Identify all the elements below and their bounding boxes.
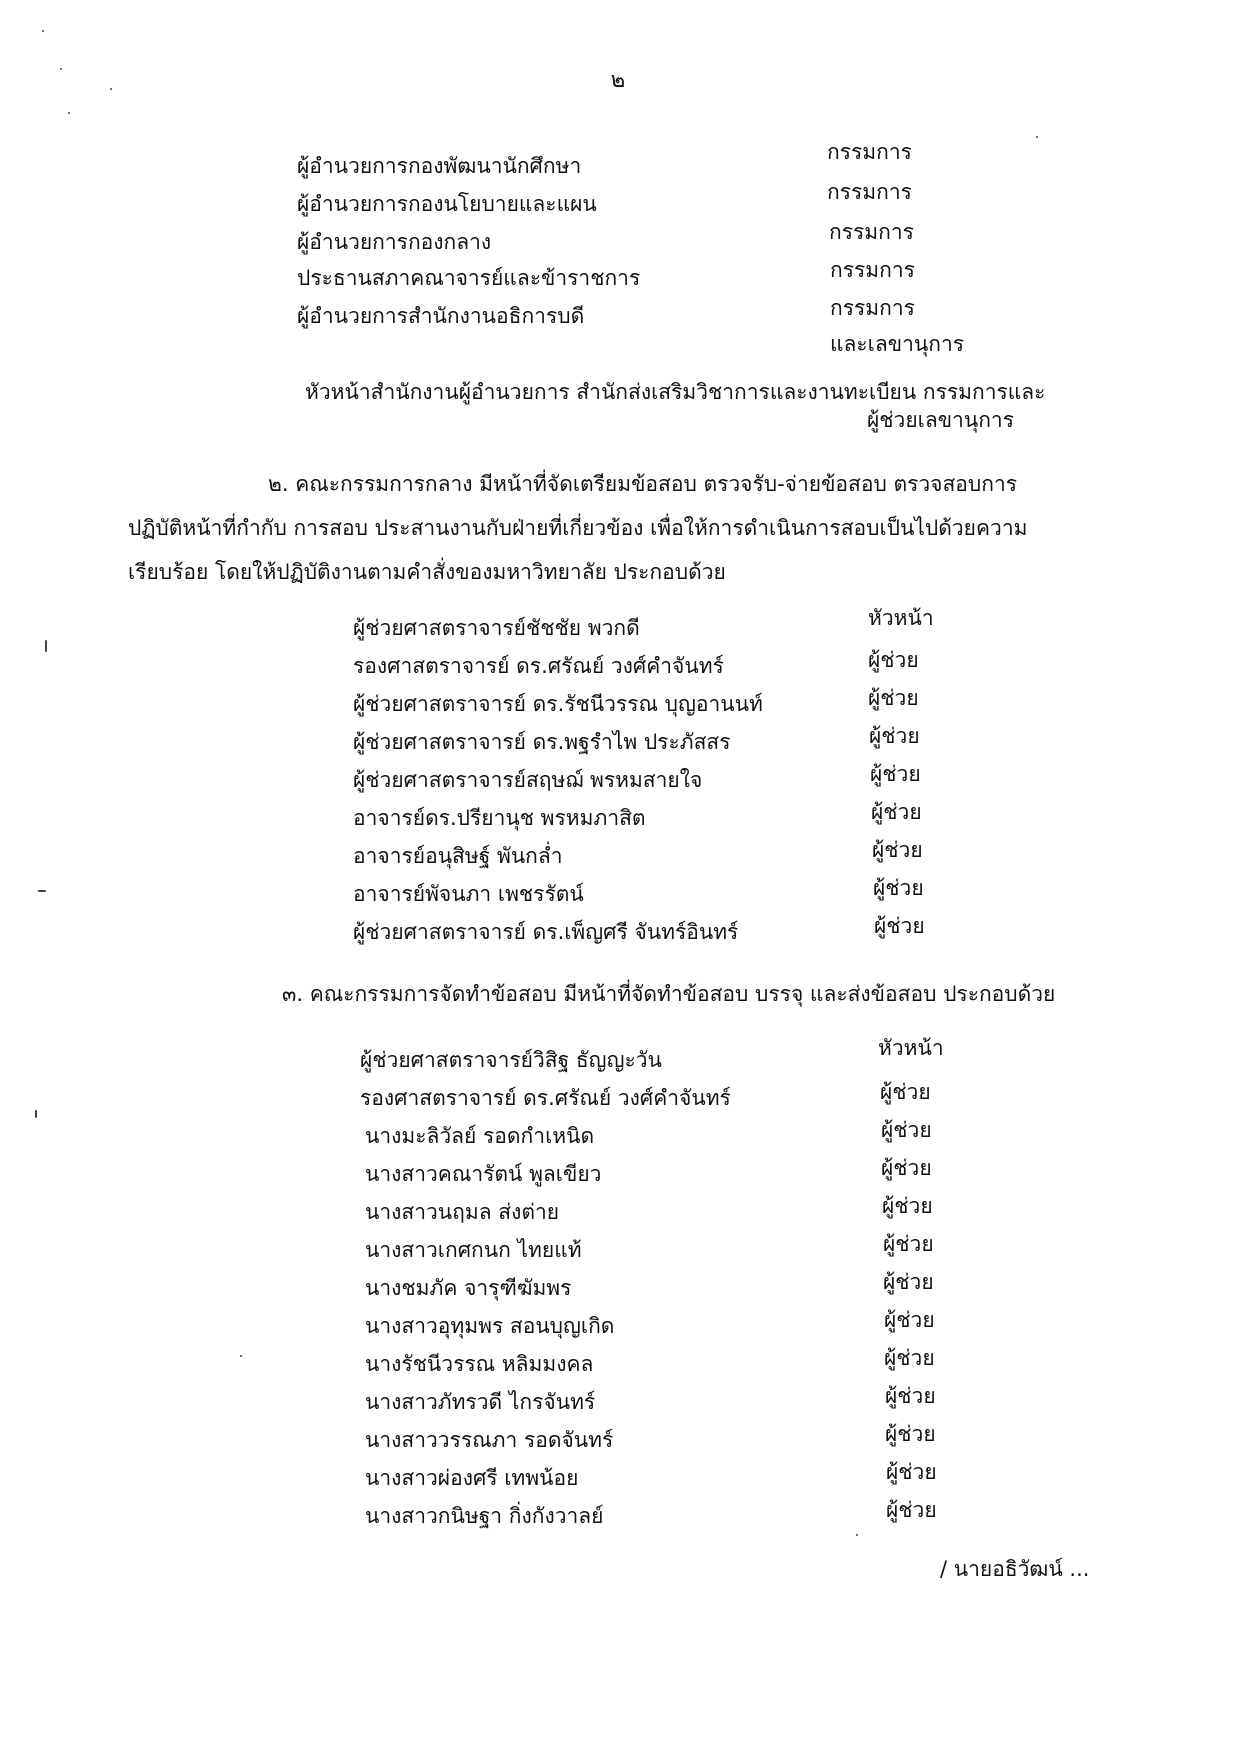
member-name: นางสาวนฤมล ส่งต่าย [365,1200,560,1224]
section2-member-row [353,878,953,914]
member-name: รองศาสตราจารย์ ดร.ศรัณย์ วงศ์คำจันทร์ [353,654,724,678]
member-role: ผู้ช่วย [870,762,921,786]
section3-member-row [365,1196,965,1232]
section2-member-row [353,764,953,800]
member-name: อาจารย์พัจนภา เพชรรัตน์ [353,882,584,906]
section2-line-3: เรียบร้อย โดยให้ปฏิบัติงานตามคำสั่งของมหาวิทยาลัย ประกอบด้วย [128,560,726,584]
scan-speck [110,88,112,90]
section3-member-row [360,1036,960,1080]
member-name: นางสาวกนิษฐา กิ่งกังวาลย์ [365,1504,604,1528]
member-name: อาจารย์ดร.ปรียานุช พรหมภาสิต [353,806,646,830]
scan-speck [42,30,44,32]
member-name: นางมะลิวัลย์ รอดกำเหนิด [365,1124,595,1148]
member-role: กรรมการ [830,258,915,282]
member-name: ผู้ช่วยศาสตราจารย์ ดร.พฐรำไพ ประภัสสร [353,730,731,754]
member-role: ผู้ช่วย [880,1080,931,1104]
scan-speck [35,1110,37,1118]
member-role: กรรมการ [827,180,912,204]
member-name: ผู้ช่วยศาสตราจารย์ ดร.เพ็ญศรี จันทร์อินทร์ [353,920,739,944]
member-name: นางชมภัค จารุฑีฆัมพร [365,1276,572,1300]
page-number: ๒ [610,68,626,93]
member-role: ผู้ช่วย [871,800,922,824]
section3-member-row [365,1386,965,1422]
member-name: ผู้อำนวยการกองกลาง [297,230,492,254]
section2-member-row [353,726,953,762]
document-page: ๒ ผู้อำนวยการกองพัฒนานักศึกษา กรรมการ ผู้อำนวยการกองนโยบายและแผน กรรมการ ผู้อำนวยการกองกลาง กรรมการ ประธานสภาคณาจารย์และข้าราชการ กรรมการ ผู้อำนวยการสำนักงานอธิการบดี กรรมการ และเลขานุการ หัวหน้าสำนักงานผู้อำนวยการ สำนักส่งเสริมวิชาการและงานทะเบียน กรรมการและ ผู้ช่วยเลขานุการ ๒. คณะกรรมการกลาง มีหน้าที่จัดเตรียมข้อสอบ ตรวจรับ-จ่ายข้อสอบ ตรวจสอบการ ปฏิบัติหน้าที่กำกับ การสอบ ประสานงานกับฝ่ายที่เกี่ยวข้อง เพื่อให้การดำเนินการสอบเป็นไปด้วยความ เรียบร้อย โดยให้ปฏิบัติงานตามคำสั่งของมหาวิทยาลัย ประกอบด้วย ผู้ช่วยศาสตราจารย์ชัชชัย พวกดี หัวหน้า รองศาสตราจารย์ ดร.ศรัณย์ วงศ์คำจันทร์ ผู้ช่วย ผู้ช่วยศาสตราจารย์ ดร.รัชนีวรรณ บุญอานนท์ ผู้ช่วย ผู้ช่วยศาสตราจารย์ ดร.พฐรำไพ ประภัสสร ผู้ช่วย ผู้ช่วยศาสตราจารย์สฤษฌ์ พรหมสายใจ ผู้ช่วย อาจารย์ดร.ปรียานุช พรหมภาสิต ผู้ช่วย อาจารย์อนุสิษฐ์ พันกล่ำ ผู้ช่วย อาจารย์พัจนภา เพชรรัตน์ ผู้ช่วย ผู้ช่วยศาสตราจารย์ ดร.เพ็ญศรี จันทร์อินทร์ ผู้ช่วย ๓. คณะกรรมการจัดทำข้อสอบ มีหน้าที่จัดทำข้อสอบ บรรจุ และส่งข้อสอบ ประกอบด้วย ผู้ช่วยศาสตราจารย์วิสิฐ ธัญญะวัน หัวหน้า รองศาสตราจารย์ ดร.ศรัณย์ วงศ์คำจันทร์ ผู้ช่วย นางมะลิวัลย์ รอดกำเหนิด ผู้ช่วย นางสาวคณารัตน์ พูลเขียว ผู้ช่วย นางสาวนฤมล ส่งต่าย ผู้ช่วย นางสาวเกศกนก ไทยแท้ ผู้ช่วย นางชมภัค จารุฑีฆัมพร ผู้ช่วย นางสาวอุทุมพร สอนบุญเกิด ผู้ช่วย นางรัชนีวรรณ หลิมมงคล ผู้ช่วย นางสาวภัทรวดี ไกรจันทร์ ผู้ช่วย นางสาววรรณภา รอดจันทร์ ผู้ช่วย นางสาวผ่องศรี เทพน้อย ผู้ช่วย นางสาวกนิษฐา กิ่งกังวาลย์ ผู้ช่วย / นายอธิวัฒน์ ... [0,0,1236,1750]
section2-member-row [353,802,953,838]
scan-speck [856,1534,858,1536]
member-role: ผู้ช่วย [885,1384,936,1408]
section2-line-2: ปฏิบัติหน้าที่กำกับ การสอบ ประสานงานกับฝ่ายที่เกี่ยวข้อง เพื่อให้การดำเนินการสอบเป็นไปด้วยความ [128,516,1028,540]
member-role: ผู้ช่วย [868,648,919,672]
member-name: ผู้ช่วยศาสตราจารย์สฤษฌ์ พรหมสายใจ [353,768,703,792]
member-name: นางสาวเกศกนก ไทยแท้ [365,1238,582,1262]
member-role: ผู้ช่วย [873,876,924,900]
member-name: นางรัชนีวรรณ หลิมมงคล [365,1352,594,1376]
section2-member-row [353,650,953,686]
member-role: ผู้ช่วย [881,1156,932,1180]
member-name: นางสาวภัทรวดี ไกรจันทร์ [365,1390,596,1414]
scan-speck [45,640,47,652]
member-role: หัวหน้า [868,606,934,630]
member-role: หัวหน้า [878,1036,944,1060]
member-role: ผู้ช่วย [881,1118,932,1142]
member-name: ผู้ช่วยศาสตราจารย์ชัชชัย พวกดี [353,616,640,640]
member-role: ผู้ช่วย [886,1460,937,1484]
member-role: ผู้ช่วย [883,1270,934,1294]
member-name: รองศาสตราจารย์ ดร.ศรัณย์ วงศ์คำจันทร์ [360,1086,731,1110]
member-role: กรรมการ [830,296,915,320]
page-continuation: / นายอธิวัฒน์ ... [940,1557,1090,1581]
section3-member-row [365,1120,965,1156]
member-name: ผู้อำนวยการกองนโยบายและแผน [297,192,597,216]
section3-member-row [365,1158,965,1194]
member-role: ผู้ช่วย [885,1422,936,1446]
section3-member-row [360,1082,960,1118]
section3-member-row [365,1462,965,1498]
section2-member-row [353,840,953,876]
section3-member-row [365,1234,965,1270]
member-role: ผู้ช่วย [882,1194,933,1218]
section3-member-row [365,1424,965,1460]
member-name: นางสาวอุทุมพร สอนบุญเกิด [365,1314,615,1338]
scan-speck [240,1355,242,1357]
scan-speck [68,112,70,114]
member-role: ผู้ช่วย [884,1308,935,1332]
section3-member-row [365,1348,965,1384]
member-name: นางสาวคณารัตน์ พูลเขียว [365,1162,602,1186]
member-role: ผู้ช่วย [869,724,920,748]
member-name: นางสาววรรณภา รอดจันทร์ [365,1428,614,1452]
member-role: ผู้ช่วย [884,1346,935,1370]
member-role: กรรมการ [827,140,912,164]
section2-line-1: ๒. คณะกรรมการกลาง มีหน้าที่จัดเตรียมข้อสอบ ตรวจรับ-จ่ายข้อสอบ ตรวจสอบการ [268,472,1018,496]
section3-member-row [365,1272,965,1308]
scan-speck [60,68,62,70]
member-name: นางสาวผ่องศรี เทพน้อย [365,1466,579,1490]
member-role: ผู้ช่วย [886,1498,937,1522]
scan-speck [1036,136,1038,138]
member-role: ผู้ช่วย [883,1232,934,1256]
section2-member-row [353,606,953,648]
member-name: ผู้ช่วยศาสตราจารย์ ดร.รัชนีวรรณ บุญอานนท์ [353,692,763,716]
section2-member-row [353,688,953,724]
section2-paragraph [128,462,1027,594]
member-role: ผู้ช่วย [874,914,925,938]
member-name: ผู้อำนวยการสำนักงานอธิการบดี [297,304,585,328]
member-name: ประธานสภาคณาจารย์และข้าราชการ [297,266,641,290]
section3-member-row [365,1310,965,1346]
section2-member-row [353,916,953,952]
section3-member-row [365,1500,965,1536]
member-role: ผู้ช่วย [872,838,923,862]
member-name: อาจารย์อนุสิษฐ์ พันกล่ำ [353,844,563,868]
member-name: ผู้อำนวยการกองพัฒนานักศึกษา [297,154,582,178]
member-role: ผู้ช่วย [868,686,919,710]
member-name: ผู้ช่วยศาสตราจารย์วิสิฐ ธัญญะวัน [360,1048,662,1072]
scan-speck [38,890,46,892]
member-role: กรรมการ [829,220,914,244]
